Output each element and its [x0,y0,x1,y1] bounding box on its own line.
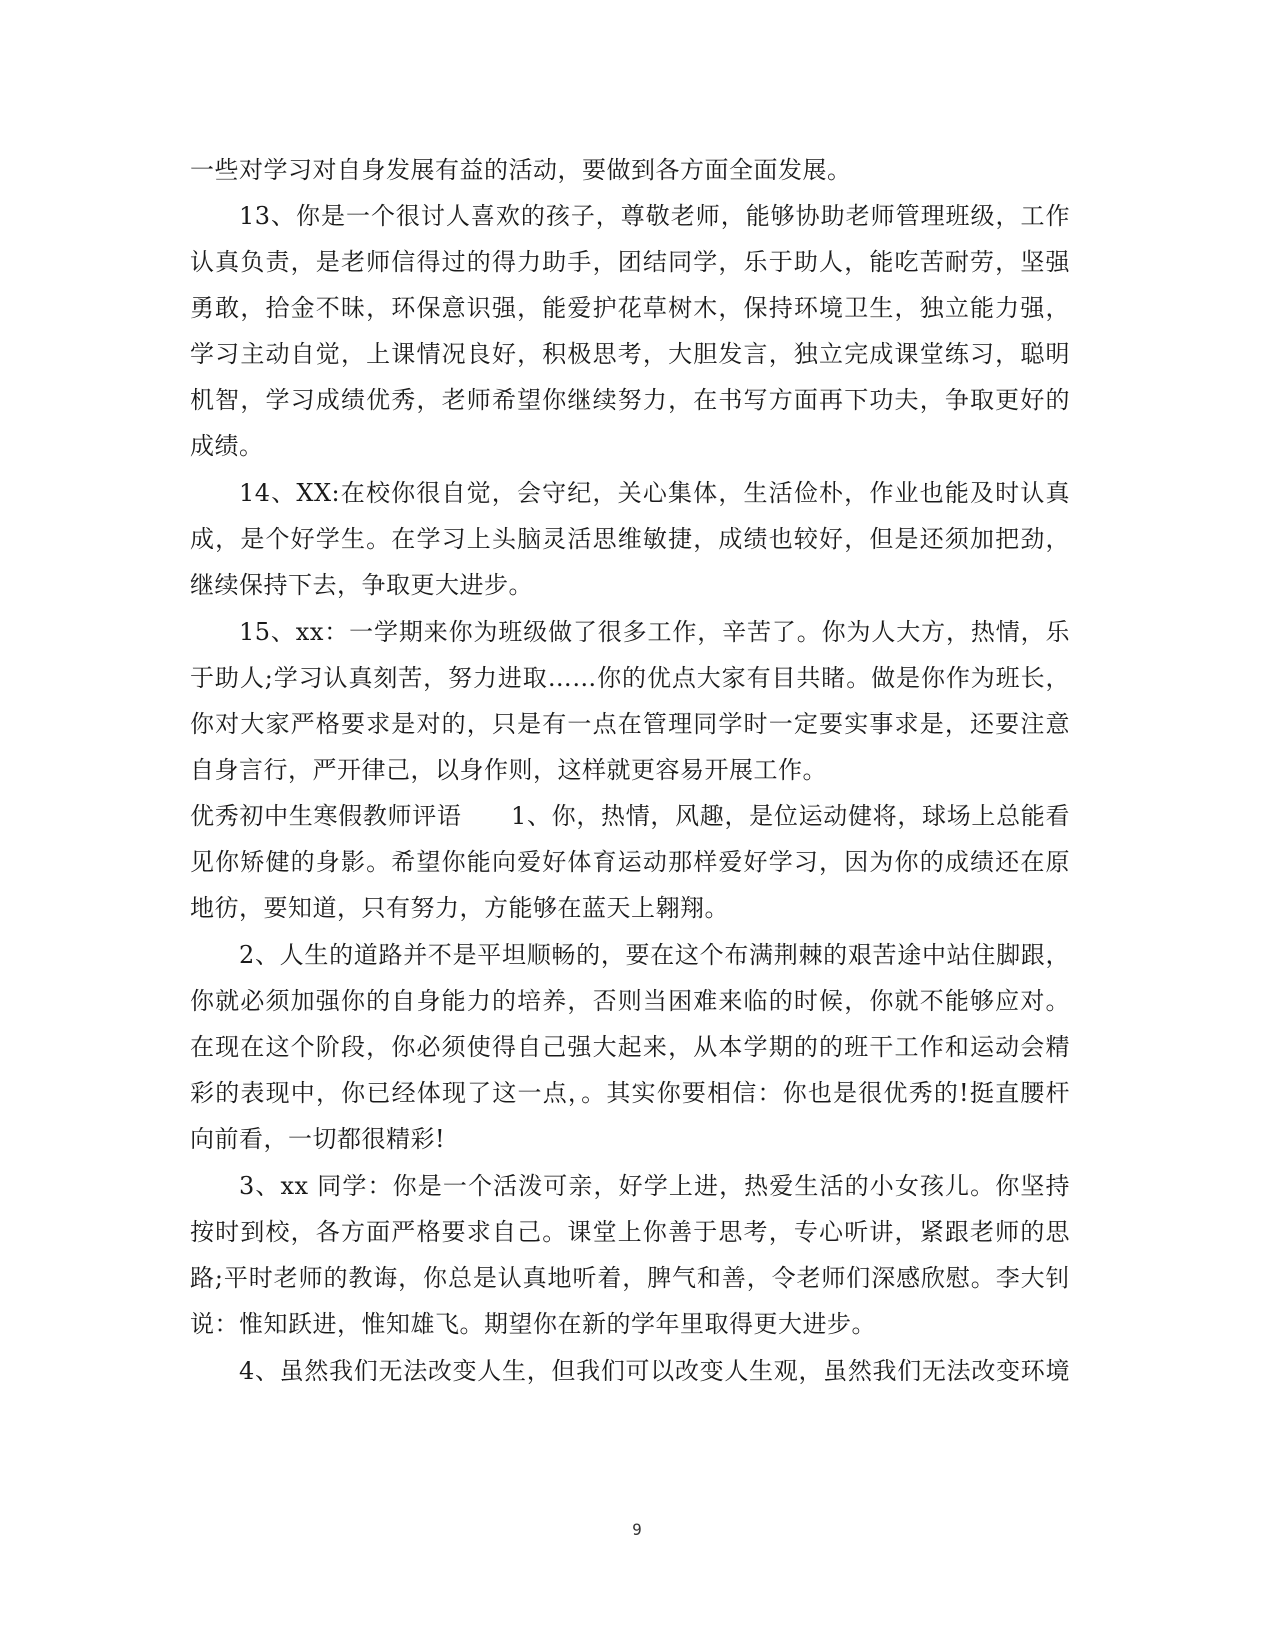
text-line: 15、xx：一学期来你为班级做了很多工作，辛苦了。你为人大方，热情，乐 [239,618,1070,646]
text-line: 勇敢，拾金不昧，环保意识强，能爱护花草树木，保持环境卫生，独立能力强， [190,294,1070,322]
text-line: 继续保持下去，争取更大进步。 [190,571,533,599]
text-line: 你就必须加强你的自身能力的培养，否则当困难来临的时候，你就不能够应对。 [190,987,1070,1015]
text-line: 成，是个好学生。在学习上头脑灵活思维敏捷，成绩也较好，但是还须加把劲， [190,525,1070,553]
text-line: 于助人;学习认真刻苦，努力进取……你的优点大家有目共睹。做是你作为班长， [190,664,1070,692]
text-line: 成绩。 [190,432,264,460]
text-line: 你对大家严格要求是对的，只是有一点在管理同学时一定要实事求是，还要注意 [190,710,1070,738]
text-line: 地彷，要知道，只有努力，方能够在蓝天上翱翔。 [190,894,729,922]
text-line: 13、你是一个很讨人喜欢的孩子，尊敬老师，能够协助老师管理班级，工作 [239,202,1070,230]
text-line: 自身言行，严开律己，以身作则，这样就更容易开展工作。 [190,756,827,784]
text-line: 4、虽然我们无法改变人生，但我们可以改变人生观，虽然我们无法改变环境 [239,1357,1070,1385]
text-line: 按时到校，各方面严格要求自己。课堂上你善于思考，专心听讲，紧跟老师的思 [190,1218,1070,1246]
text-line: 路;平时老师的教诲，你总是认真地听着，脾气和善，令老师们深感欣慰。李大钊 [190,1264,1070,1292]
text-line: 在现在这个阶段，你必须使得自己强大起来，从本学期的的班干工作和运动会精 [190,1033,1070,1061]
text-line: 2、人生的道路并不是平坦顺畅的，要在这个布满荆棘的艰苦途中站住脚跟， [239,941,1070,969]
text-line: 见你矫健的身影。希望你能向爱好体育运动那样爱好学习，因为你的成绩还在原 [190,848,1070,876]
text-line: 14、XX:在校你很自觉，会守纪，关心集体，生活俭朴，作业也能及时认真 [239,479,1070,507]
text-line: 学习主动自觉，上课情况良好，积极思考，大胆发言，独立完成课堂练习，聪明 [190,340,1070,368]
text-line: 说：惟知跃进，惟知雄飞。期望你在新的学年里取得更大进步。 [190,1310,876,1338]
text-line: 优秀初中生寒假教师评语 1、你，热情，风趣，是位运动健将，球场上总能看 [190,802,1070,830]
text-line: 彩的表现中，你已经体现了这一点，。其实你要相信：你也是很优秀的!挺直腰杆 [190,1079,1070,1107]
text-line: 一些对学习对自身发展有益的活动，要做到各方面全面发展。 [190,156,852,184]
page-number: 9 [632,1520,642,1539]
text-line: 机智，学习成绩优秀，老师希望你继续努力，在书写方面再下功夫，争取更好的 [190,386,1070,414]
text-line: 3、xx 同学：你是一个活泼可亲，好学上进，热爱生活的小女孩儿。你坚持 [239,1172,1070,1200]
text-line: 向前看，一切都很精彩! [190,1125,446,1153]
text-line: 认真负责，是老师信得过的得力助手，团结同学，乐于助人，能吃苦耐劳，坚强 [190,248,1070,276]
